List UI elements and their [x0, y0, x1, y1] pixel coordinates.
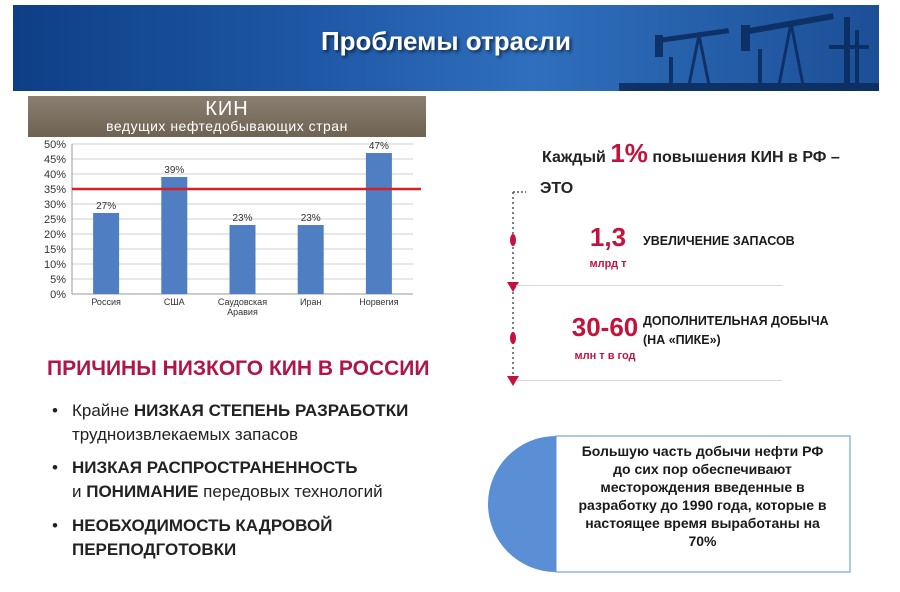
data-label: 27% — [96, 201, 117, 212]
stat-description-line: ДОПОЛНИТЕЛЬНАЯ ДОБЫЧА — [643, 314, 829, 328]
info-line: 70% — [688, 533, 717, 549]
kin-lead-text — [542, 138, 840, 169]
reason-text: передовых технологий — [198, 482, 383, 501]
bar — [366, 153, 392, 294]
info-line: до сих пор обеспечивают — [613, 461, 792, 477]
data-label: 23% — [300, 213, 321, 224]
y-tick-label: 35% — [43, 184, 66, 196]
reason-bold-text: ПЕРЕПОДГОТОВКИ — [72, 540, 237, 559]
y-tick-label: 0% — [50, 289, 66, 301]
data-label: 23% — [232, 213, 253, 224]
info-line: Большую часть добычи нефти РФ — [581, 443, 824, 459]
chart-plot — [28, 96, 428, 318]
reason-bold-text: НЕОБХОДИМОСТЬ КАДРОВОЙ — [72, 516, 333, 535]
reason-text: Крайне — [72, 401, 134, 420]
reason-bold-text: ПОНИМАНИЕ — [86, 482, 199, 501]
bullet: • — [52, 458, 58, 477]
y-tick-label: 20% — [43, 229, 66, 241]
divider — [516, 380, 782, 381]
bar — [93, 213, 119, 294]
kin-lead-percent: 1% — [610, 138, 648, 168]
chart-title: КИН — [205, 98, 249, 120]
reason-text: и — [72, 482, 87, 501]
y-tick-label: 10% — [43, 259, 66, 271]
stat-description-line: УВЕЛИЧЕНИЕ ЗАПАСОВ — [643, 234, 795, 248]
divider — [516, 285, 782, 286]
stat-unit: млн т в год — [574, 350, 636, 362]
reason-text: трудноизвлекаемых запасов — [72, 425, 298, 444]
kin-eto-text: ЭТО — [540, 180, 574, 197]
stat-value: 30-60 — [571, 312, 639, 342]
reasons-title: ПРИЧИНЫ НИЗКОГО КИН В РОССИИ — [47, 357, 430, 380]
kin-lead-prefix: Каждый — [542, 149, 611, 166]
stat-description — [643, 232, 795, 251]
data-label: 47% — [368, 141, 389, 152]
info-line: разработку до 1990 года, которые в — [578, 497, 827, 513]
y-tick-label: 40% — [43, 169, 66, 181]
timeline-decoration — [500, 180, 530, 395]
header-banner — [13, 5, 879, 91]
x-tick-label: Норвегия — [359, 297, 399, 307]
bar — [230, 225, 256, 294]
stat-unit: млрд т — [589, 258, 627, 270]
stat-value: 1,3 — [589, 222, 627, 252]
kin-lead-suffix: повышения КИН в РФ – — [647, 149, 840, 166]
info-line: месторождения введенные в — [600, 479, 805, 495]
bullet: • — [52, 401, 58, 420]
reason-bold-text: НИЗКАЯ РАСПРОСТРАНЕННОСТЬ — [72, 458, 358, 477]
y-tick-label: 25% — [43, 214, 66, 226]
x-tick-label: Саудовская — [217, 297, 268, 307]
stat-description — [643, 312, 829, 350]
x-tick-label: США — [163, 297, 185, 307]
y-tick-label: 30% — [43, 199, 66, 211]
y-tick-label: 50% — [43, 139, 66, 151]
stat-description-line: (НА «ПИКЕ») — [643, 333, 721, 347]
y-tick-label: 15% — [43, 244, 66, 256]
y-tick-label: 5% — [50, 274, 66, 286]
x-tick-label: Иран — [299, 297, 322, 307]
page-title: Проблемы отрасли — [320, 25, 572, 56]
x-tick-label: Россия — [91, 297, 121, 307]
info-text — [560, 442, 845, 550]
info-line: настоящее время выработаны на — [585, 515, 820, 531]
x-tick-label: Аравия — [227, 307, 258, 317]
bullet: • — [52, 516, 58, 535]
bar — [161, 177, 187, 294]
reason-bold-text: НИЗКАЯ СТЕПЕНЬ РАЗРАБОТКИ — [133, 401, 409, 420]
data-label: 39% — [164, 165, 185, 176]
chart-subtitle: ведущих нефтедобывающих стран — [106, 118, 348, 134]
bar — [298, 225, 324, 294]
y-tick-label: 45% — [43, 154, 66, 166]
kin-chart — [28, 96, 428, 318]
